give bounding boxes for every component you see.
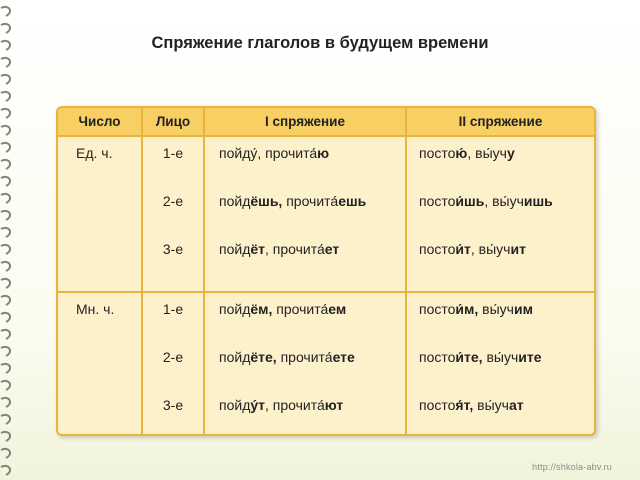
stem-segment: пойд — [219, 193, 251, 209]
stem-segment: прочита́ — [276, 349, 333, 365]
spiral-loop — [1, 313, 10, 322]
person-label: 3-е — [162, 397, 184, 413]
spiral-loop — [1, 58, 10, 67]
second-conjugation-form — [407, 145, 594, 161]
spiral-loop — [1, 432, 10, 441]
first-conjugation-cell — [204, 292, 406, 436]
stem-segment: , прочита́ — [265, 241, 325, 257]
stem-segment: посто — [419, 301, 456, 317]
ending-segment: ат — [508, 397, 524, 413]
spiral-loop — [1, 24, 10, 33]
second-conjugation-form — [407, 241, 594, 257]
table-header-row — [58, 108, 594, 136]
ending-segment: ёшь, — [250, 193, 283, 209]
ending-segment: и́те, — [455, 349, 483, 365]
stem-segment: посто — [419, 145, 456, 161]
header-second-conjugation: II спряжение — [406, 108, 594, 136]
ending-segment: ешь — [338, 193, 367, 209]
spiral-loop — [1, 160, 10, 169]
first-conjugation-form — [205, 145, 405, 161]
number-cell: Ед. ч. — [58, 136, 142, 292]
second-conjugation-form — [407, 301, 594, 317]
spiral-loop — [1, 75, 10, 84]
person-cell — [142, 136, 204, 292]
spiral-loop — [1, 347, 10, 356]
ending-segment: ют — [324, 397, 344, 413]
second-conjugation-form — [407, 349, 594, 365]
stem-segment: вы́уч — [482, 349, 519, 365]
table-row-group — [58, 136, 594, 292]
ending-segment: ите — [518, 349, 542, 365]
second-conjugation-form — [407, 397, 594, 413]
ending-segment: им — [513, 301, 533, 317]
ending-segment: и́т — [455, 241, 471, 257]
stem-segment: , прочита́ — [265, 397, 325, 413]
second-conjugation-form — [407, 193, 594, 209]
person-label: 2-е — [162, 193, 184, 209]
header-first-conjugation: I спряжение — [204, 108, 406, 136]
spiral-loop — [1, 7, 10, 16]
spiral-loop — [1, 296, 10, 305]
ending-segment: я́т, — [455, 397, 474, 413]
person-cell — [142, 292, 204, 436]
stem-segment: , вы́уч — [484, 193, 524, 209]
person-label: 3-е — [162, 241, 184, 257]
ending-segment: ишь — [523, 193, 553, 209]
stem-segment: пойд — [219, 301, 251, 317]
table-row-group — [58, 292, 594, 436]
stem-segment: , вы́уч — [470, 241, 511, 257]
spiral-loop — [1, 415, 10, 424]
spiral-loop — [1, 92, 10, 101]
ending-segment: и́м, — [455, 301, 479, 317]
second-conjugation-cell — [406, 136, 594, 292]
ending-segment: ет — [324, 241, 340, 257]
first-conjugation-form — [205, 193, 405, 209]
second-conjugation-cell — [406, 292, 594, 436]
spiral-loop — [1, 381, 10, 390]
spiral-loop — [1, 262, 10, 271]
spiral-binding-decoration — [0, 0, 16, 480]
header-number: Число — [58, 108, 142, 136]
ending-segment: ёте, — [250, 349, 277, 365]
first-conjugation-form — [205, 349, 405, 365]
person-label: 1-е — [162, 145, 184, 161]
spiral-loop — [1, 228, 10, 237]
stem-segment: вы́уч — [478, 301, 514, 317]
stem-segment: посто — [419, 397, 456, 413]
first-conjugation-form — [205, 301, 405, 317]
spiral-loop — [1, 126, 10, 135]
ending-segment: у — [506, 145, 515, 161]
stem-segment: прочита́ — [282, 193, 339, 209]
spiral-loop — [1, 245, 10, 254]
spiral-loop — [1, 279, 10, 288]
stem-segment: посто — [419, 193, 456, 209]
spiral-loop — [1, 177, 10, 186]
first-conjugation-cell — [204, 136, 406, 292]
person-label: 2-е — [162, 349, 184, 365]
spiral-loop — [1, 194, 10, 203]
ending-segment: ёт — [250, 241, 266, 257]
number-cell: Мн. ч. — [58, 292, 142, 436]
ending-segment: ём, — [250, 301, 273, 317]
spiral-loop — [1, 109, 10, 118]
first-conjugation-form — [205, 241, 405, 257]
ending-segment: у́т — [250, 397, 266, 413]
spiral-loop — [1, 143, 10, 152]
first-conjugation-form — [205, 397, 405, 413]
ending-segment: и́шь — [455, 193, 485, 209]
stem-segment: , прочита́ — [257, 145, 318, 161]
stem-segment: пойд — [219, 349, 251, 365]
spiral-loop — [1, 364, 10, 373]
stem-segment: пойд — [219, 241, 251, 257]
ending-segment: ем — [328, 301, 347, 317]
ending-segment: ете — [332, 349, 355, 365]
header-person: Лицо — [142, 108, 204, 136]
page-title: Спряжение глаголов в будущем времени — [151, 34, 489, 52]
ending-segment: ю — [317, 145, 330, 161]
spiral-loop — [1, 449, 10, 458]
stem-segment: , вы́уч — [467, 145, 507, 161]
stem-segment: вы́уч — [473, 397, 509, 413]
stem-segment: посто — [419, 241, 456, 257]
spiral-loop — [1, 398, 10, 407]
ending-segment: ю́ — [455, 145, 468, 161]
stem-segment: пойд — [219, 397, 251, 413]
conjugation-table — [56, 106, 596, 436]
spiral-loop — [1, 211, 10, 220]
stem-segment: пойду́ — [219, 145, 258, 161]
stem-segment: прочита́ — [272, 301, 329, 317]
ending-segment: ит — [510, 241, 526, 257]
spiral-loop — [1, 330, 10, 339]
stem-segment: посто — [419, 349, 456, 365]
source-watermark: http://shkola-abv.ru — [532, 462, 612, 472]
spiral-loop — [1, 466, 10, 475]
person-label: 1-е — [162, 301, 184, 317]
